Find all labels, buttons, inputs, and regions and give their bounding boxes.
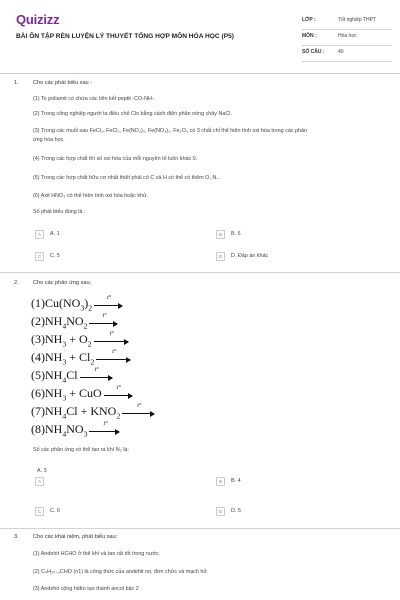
reaction-formula: Cl (66, 368, 78, 382)
reaction-arrow-icon (92, 295, 124, 310)
question-prompt: Cho các phản ứng sau: (33, 280, 92, 286)
subscript: 2 (87, 339, 92, 349)
subscript: 2 (88, 303, 93, 313)
statement-line: (6) Axit HNO₃ có thể hiện tính oxi hóa hoặc khử. (33, 193, 149, 199)
subscript: 3 (83, 429, 88, 439)
reaction-arrow-icon (102, 385, 134, 400)
reaction-formula: (4)NH (31, 350, 63, 364)
reaction-formula: + CuO (66, 386, 102, 400)
subscript: 4 (62, 375, 67, 385)
subscript: 2 (116, 411, 121, 421)
statement-line: (1) Andehit HCHO ở thể khí và tan rất tốt trong nước. (33, 551, 161, 557)
reaction-formula: (7)NH (31, 404, 63, 418)
heat-condition-label: t° (107, 295, 112, 302)
heat-condition-label: t° (109, 331, 114, 338)
heat-condition-label: t° (102, 313, 107, 320)
meta-key: SỐ CÂU : (302, 49, 325, 55)
answer-prompt: Số các phản ứng có thể tạo ra khí N₂ là: (33, 447, 129, 453)
question-number: 1. (14, 80, 19, 86)
option-letter-box[interactable]: A (35, 477, 44, 486)
statement-line: (4) Trong các hợp chất thì số oxi hóa của mỗi nguyên tố luôn khác 0. (33, 156, 198, 162)
meta-value: Hóa học (338, 33, 357, 39)
reaction-equation (31, 332, 130, 348)
question-number: 3. (14, 534, 19, 540)
reaction-equation (31, 386, 134, 402)
reaction-equation (31, 296, 124, 312)
option-text: B. 6 (231, 231, 241, 237)
heat-condition-label: t° (112, 349, 117, 356)
heat-condition-label: t° (103, 421, 108, 428)
question-divider (0, 528, 400, 529)
reaction-arrow-icon (78, 367, 114, 382)
option-letter-box[interactable]: D (216, 507, 225, 516)
statement-line: (3) Andehit cộng hiđro tạo thành ancol bậc 2 (33, 586, 139, 592)
reaction-equation (31, 350, 132, 366)
reaction-arrow-icon (92, 331, 130, 346)
option-letter-box[interactable]: C (35, 252, 44, 261)
reaction-formula: (5)NH (31, 368, 63, 382)
question-prompt: Cho các khái niệm, phát biểu sau: (33, 534, 118, 540)
option-letter-box[interactable]: D (216, 252, 225, 261)
reaction-arrow-icon (94, 349, 132, 364)
statement-line: (1) To poliamit có chứa các liên kết peptit -CO-NH-. (33, 96, 156, 102)
reaction-equation (31, 368, 114, 384)
reaction-arrow-icon (87, 313, 119, 328)
subscript: 3 (80, 303, 85, 313)
reaction-formula: (3)NH (31, 332, 63, 346)
option-text: C. 5 (50, 253, 60, 259)
subscript: 4 (62, 321, 67, 331)
reaction-formula: (8)NH (31, 422, 63, 436)
option-text: C. 6 (50, 508, 60, 514)
heat-condition-label: t° (116, 385, 121, 392)
meta-key: MÔN : (302, 33, 317, 39)
reaction-formula: ) (84, 296, 89, 310)
reaction-formula: (2)NH (31, 314, 63, 328)
meta-row-subject (302, 30, 392, 46)
heat-condition-label: t° (94, 367, 99, 374)
worksheet-meta (302, 14, 392, 62)
option-text: A. 3 (37, 468, 47, 474)
reaction-arrow-icon (120, 403, 156, 418)
subscript: 2 (83, 321, 88, 331)
reaction-formula: + O (66, 332, 88, 346)
worksheet-header (0, 0, 400, 74)
option-letter-box[interactable]: A (35, 230, 44, 239)
option-text: D. Đáp án khác (231, 253, 269, 259)
reaction-formula: NO (66, 314, 84, 328)
statement-line: (3) Trong các muối sau FeCl₂, FeCl₃, Fe(NO₃)₂, Fe(NO₃)₃, Fe₂O₃ có 3 chất chỉ thể hiện tính oxi hóa trong các phản (33, 128, 308, 134)
quizizz-logo[interactable]: Quizizz (16, 12, 60, 27)
option-letter-box[interactable]: B (216, 477, 225, 486)
meta-value: 40 (338, 49, 344, 55)
question-divider (0, 272, 400, 273)
reaction-formula: Cl + KNO (66, 404, 117, 418)
subscript: 4 (62, 411, 67, 421)
reaction-arrow-icon (87, 421, 121, 436)
reaction-formula: + Cl (66, 350, 91, 364)
question-number: 2. (14, 280, 19, 286)
meta-row-class (302, 14, 392, 30)
reaction-formula: NO (66, 422, 84, 436)
option-text: A. 1 (50, 231, 60, 237)
statement-line: (2) CₙH₂ₙ₋₁CHO (n1) là công thức của andehit no, đơn chức và mạch hở. (33, 569, 209, 575)
statement-line: (2) Trong công nghiệp người ta điều chế Clo bằng cách điện phân nóng chảy NaCl. (33, 111, 232, 117)
reaction-equation (31, 404, 156, 420)
statement-line: ứng hóa học. (33, 137, 65, 143)
meta-key: LỚP : (302, 17, 316, 23)
reaction-equation (31, 422, 121, 438)
meta-row-count (302, 46, 392, 62)
option-text: B. 4 (231, 478, 241, 484)
subscript: 3 (62, 339, 67, 349)
answer-prompt: Số phát biểu đúng là : (33, 209, 86, 215)
subscript: 2 (90, 357, 95, 367)
subscript: 3 (62, 393, 67, 403)
option-text: D. 5 (231, 508, 241, 514)
reaction-equation (31, 314, 119, 330)
option-letter-box[interactable]: B (216, 230, 225, 239)
reaction-formula: (6)NH (31, 386, 63, 400)
subscript: 4 (62, 429, 67, 439)
meta-value: Tốt nghiệp THPT (338, 17, 376, 23)
heat-condition-label: t° (137, 403, 142, 410)
option-letter-box[interactable]: C (35, 507, 44, 516)
subscript: 3 (62, 357, 67, 367)
question-prompt: Cho các phát biểu sau : (33, 80, 92, 86)
statement-line: (5) Trong các hợp chất hữu cơ nhất thiết phải có C và H có thể có thêm O, N... (33, 175, 221, 181)
reaction-formula: (1)Cu(NO (31, 296, 81, 310)
worksheet-title: BÀI ÔN TẬP RÈN LUYỆN LÝ THUYẾT TỔNG HỢP MÔN HÓA HỌC (P5) (16, 33, 234, 40)
